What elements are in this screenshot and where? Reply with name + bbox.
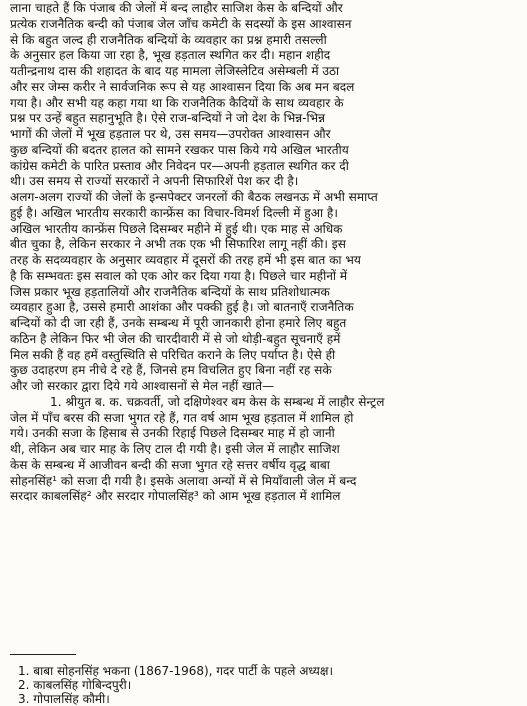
text-line: प्रश्न पर उन्हें बहुत सहानुभूति है। ऐसे राज-बन्दियों ने जो देश के भिन्न-भिन्न <box>10 111 326 126</box>
text-line: जिस प्रकार भूख हड़तालियों और राजनैतिक बन्दियों के साथ प्रतिशोधात्मक <box>10 284 330 299</box>
text-line: तरह के सदव्यवहार के अनुसार व्यवहार में दूसरों की तरह हमें भी इस बात का भय <box>10 253 361 267</box>
text-line: कुछ बन्दियों की बदतर हालत को सामने रखकर पास किये गये अखिल भारतीय <box>10 142 349 157</box>
text-line: व्यवहार हुआ है, उससे हमारी आशंका और पक्की हुई है। जो बातनाएँ राजनैतिक <box>10 300 354 315</box>
text-line: थी। उस समय से राज्यों सरकारों ने अपनी सिफारिशें पेश कर दी है। <box>10 174 299 189</box>
text-line: और जो सरकार द्वारा दिये गये आश्वासनों से मेल नहीं खाते— <box>10 379 275 393</box>
text-line: कांग्रेस कमेटी के पारित प्रस्ताव और निवेदन पर—अपनी हड़ताल स्थगित कर दी <box>10 158 349 173</box>
list-item-line: 1. श्रीयुत ब. क. चक्रवर्ती, जो दक्षिणेश्वर बम केस के सम्बन्ध में लाहौर सेन्ट्रल <box>50 394 385 409</box>
body-text <box>10 1 520 505</box>
text-line: अलग-अलग राज्यों की जेलों के इन्सपेक्टर जनरलों की बैठक लखनऊ में अभी समाप्त <box>10 190 378 204</box>
text-line: कुछ उदाहरण हम नीचे दे रहे हैं, जिनसे हम विचलित हुए बिना नहीं रह सके <box>10 363 332 378</box>
list-item-line: सोहनसिंह¹ को सजा दी गयी है। इसके अलावा अन्यों में से मियाँवाली जेल में बन्द <box>10 473 357 488</box>
footnotes <box>18 664 333 706</box>
text-line: भागों की जेलों में भूख हड़ताल पर थे, उस समय—उपरोक्त आश्वासन और <box>10 127 331 141</box>
text-line: गया है। और सभी यह कहा गया था कि राजनैतिक कैदियों के साथ व्यवहार के <box>10 95 344 110</box>
text-line: के अनुसार हल किया जा रहा है, भूख हड़ताल स्थगित कर दी। महान शहीद <box>10 48 331 63</box>
footnote-divider <box>10 654 76 655</box>
list-item-line: थी, लेकिन अब चार माह के लिए टाल दी गयी है। इसी जेल में लाहौर साजिश <box>10 442 340 456</box>
text-line: बन्दियों को दी जा रही हैं, उनके सम्बन्ध में पूरी जानकारी होना हमारे लिए बहुत <box>10 316 347 330</box>
text-line: लाना चाहते हैं कि पंजाब की जेलों में बन्द लाहौर साजिश केस के बन्दियों और <box>10 1 343 15</box>
list-item-line: गये। उनकी सजा के हिसाब से उनकी रिहाई पिछले दिसम्बर माह में हो जानी <box>10 426 335 441</box>
list-item-line: केस के सम्बन्ध में आजीवन बन्दी की सजा भुगत रहे सत्तर वर्षीय वृद्ध बाबा <box>10 457 330 472</box>
text-line: बीत चुका है, लेकिन सरकार ने अभी तक एक भी सिफारिश लागू नहीं की। इस <box>10 237 346 252</box>
footnote: 3. गोपालसिंह कौमी। <box>18 692 110 706</box>
text-line: और सर जेम्स करीर ने सार्वजनिक रूप से यह आश्वासन दिया कि अब मन बदल <box>10 79 355 94</box>
text-line: मिल सकी हैं वह हमें वस्तुस्थिति से परिचित कराने के लिए पर्याप्त है। ऐसे ही <box>10 347 336 362</box>
text-line: प्रत्येक राजनैतिक बन्दी को पंजाब जेल जाँच कमेटी के सदस्यों के इस आश्वासन <box>10 16 352 31</box>
text-line: यतीन्द्रनाथ दास की शहादत के बाद यह मामला लेजिस्लेटिव असेम्बली में उठा <box>10 64 340 78</box>
list-item-line: सरदार काबलसिंह² और सरदार गोपालसिंह³ को आम भूख हड़ताल में शामिल <box>10 489 341 504</box>
footnote: 1. बाबा सोहनसिंह भकना (1867-1968), गदर पार्टी के पहले अध्यक्ष। <box>18 664 333 678</box>
text-line: अखिल भारतीय कान्फ्रेंस पिछले दिसम्बर महीने में हुई थी। एक माह से अधिक <box>10 221 343 236</box>
text-line: से कि बहुत जल्द ही राजनैतिक बन्दियों के व्यवहार का प्रश्न हमारी तसल्ली <box>10 32 327 47</box>
list-item-line: जेल में पाँच बरस की सजा भुगत रहे हैं, गत वर्ष आम भूख हड़ताल में शामिल हो <box>10 410 354 425</box>
text-line: है कि सम्भवतः इस सवाल को एक ओर कर दिया गया है। पिछले चार महीनों में <box>10 268 348 283</box>
text-line: हुई है। अखिल भारतीय सरकारी कान्फ्रेंस का विचार-विमर्श दिल्ली में हुआ है। <box>10 205 338 220</box>
text-line: कठिन है लेकिन फिर भी जेल की चारदीवारी में से जो थोड़ी-बहुत सूचनाएँ हमें <box>10 331 341 346</box>
footnote: 2. काबलसिंह गोबिन्दपुरी। <box>18 678 132 692</box>
